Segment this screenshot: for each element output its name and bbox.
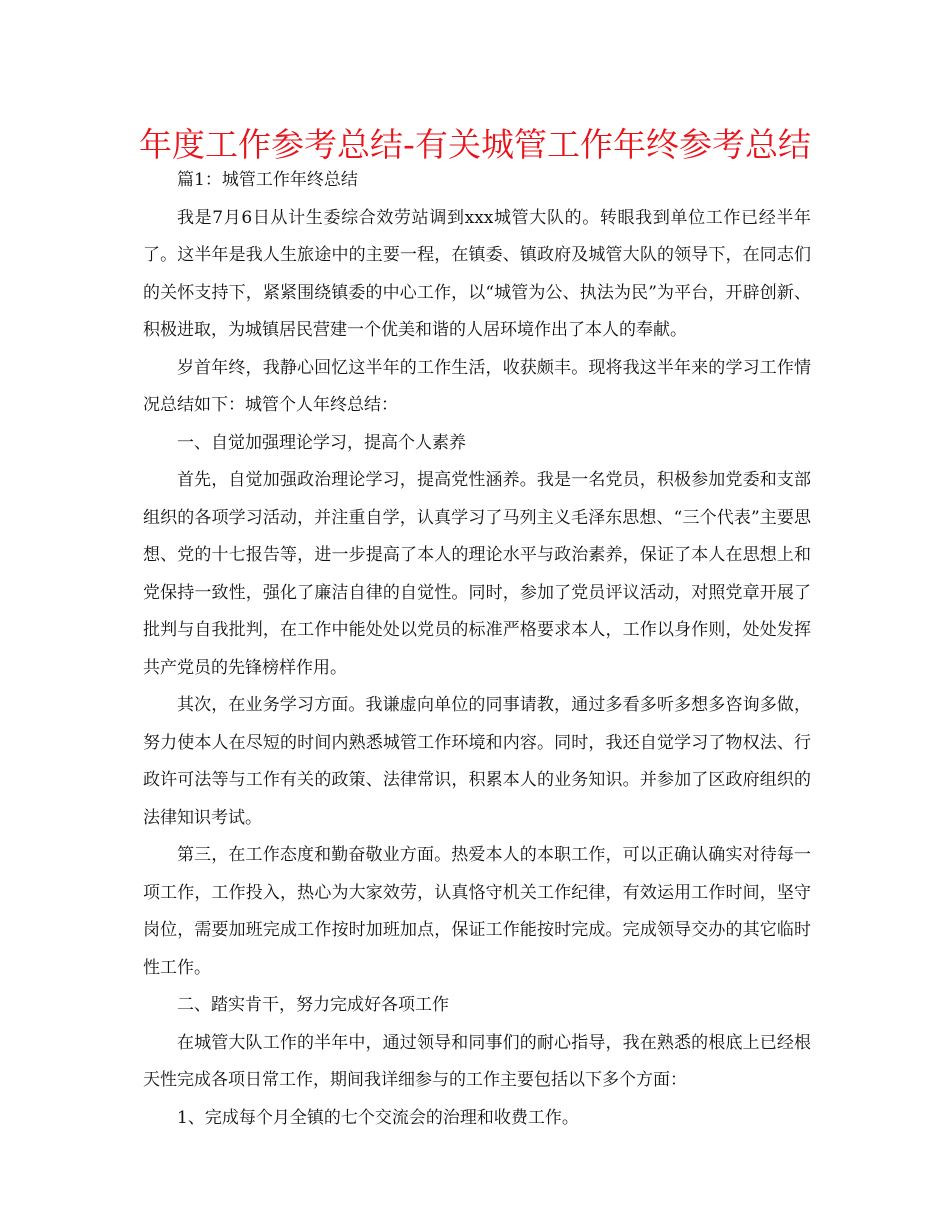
paragraph-business-study: 其次，在业务学习方面。我谦虚向单位的同事请教，通过多看多听多想多咨询多做，努力使本人在尽短的时间内熟悉城管工作环境和内容。同时，我还自觉学习了物权法、行政许可法等与工作有关的政策、法律常识，积累本人的业务知识。并参加了区政府组织的法律知识考试。 [143, 695, 811, 828]
section-heading-theory: 一、自觉加强理论学习，提高个人素养 [177, 432, 466, 453]
list-item-1: 1、完成每个月全镇的七个交流会的治理和收费工作。 [177, 1107, 579, 1128]
paragraph-intro: 我是7月6日从计生委综合效劳站调到xxx城管大队的。转眼我到单位工作已经半年了。这半年是我人生旅途中的主要一程，在镇委、镇政府及城管大队的领导下，在同志们的关怀支持下，紧紧围绕镇委的中心工作，以“城管为公、执法为民”为平台，开辟创新、积极进取，为城镇居民营建一个优美和谐的人居环境作出了本人的奉献。 [143, 207, 811, 340]
section-heading-part1: 篇1：城管工作年终总结 [177, 170, 358, 190]
document-body [143, 162, 811, 1137]
paragraph-political-study: 首先，自觉加强政治理论学习，提高党性涵养。我是一名党员，积极参加党委和支部组织的各项学习活动，并注重自学，认真学习了马列主义毛泽东思想、“三个代表”主要思想、党的十七报告等，进一步提高了本人的理论水平与政治素养，保证了本人在思想上和党保持一致性，强化了廉洁自律的自觉性。同时，参加了党员评议活动，对照党章开展了批判与自我批判，在工作中能处处以党员的标准严格要求本人，工作以身作则，处处发挥共产党员的先锋榜样作用。 [143, 470, 811, 678]
paragraph-summary-lead: 岁首年终，我静心回忆这半年的工作生活，收获颇丰。现将我这半年来的学习工作情况总结如下：城管个人年终总结： [143, 357, 811, 415]
paragraph-work-overview: 在城管大队工作的半年中，通过领导和同事们的耐心指导，我在熟悉的根底上已经根天性完成各项日常工作，期间我详细参与的工作主要包括以下多个方面： [143, 1032, 811, 1090]
section-heading-work: 二、踏实肯干，努力完成好各项工作 [177, 995, 449, 1015]
paragraph-work-attitude: 第三，在工作态度和勤奋敬业方面。热爱本人的本职工作，可以正确认确实对待每一项工作，工作投入，热心为大家效劳，认真恪守机关工作纪律，有效运用工作时间，坚守岗位，需要加班完成工作按时加班加点，保证工作能按时完成。完成领导交办的其它临时性工作。 [143, 845, 811, 978]
document-title: 年度工作参考总结-有关城管工作年终参考总结 [139, 125, 811, 164]
